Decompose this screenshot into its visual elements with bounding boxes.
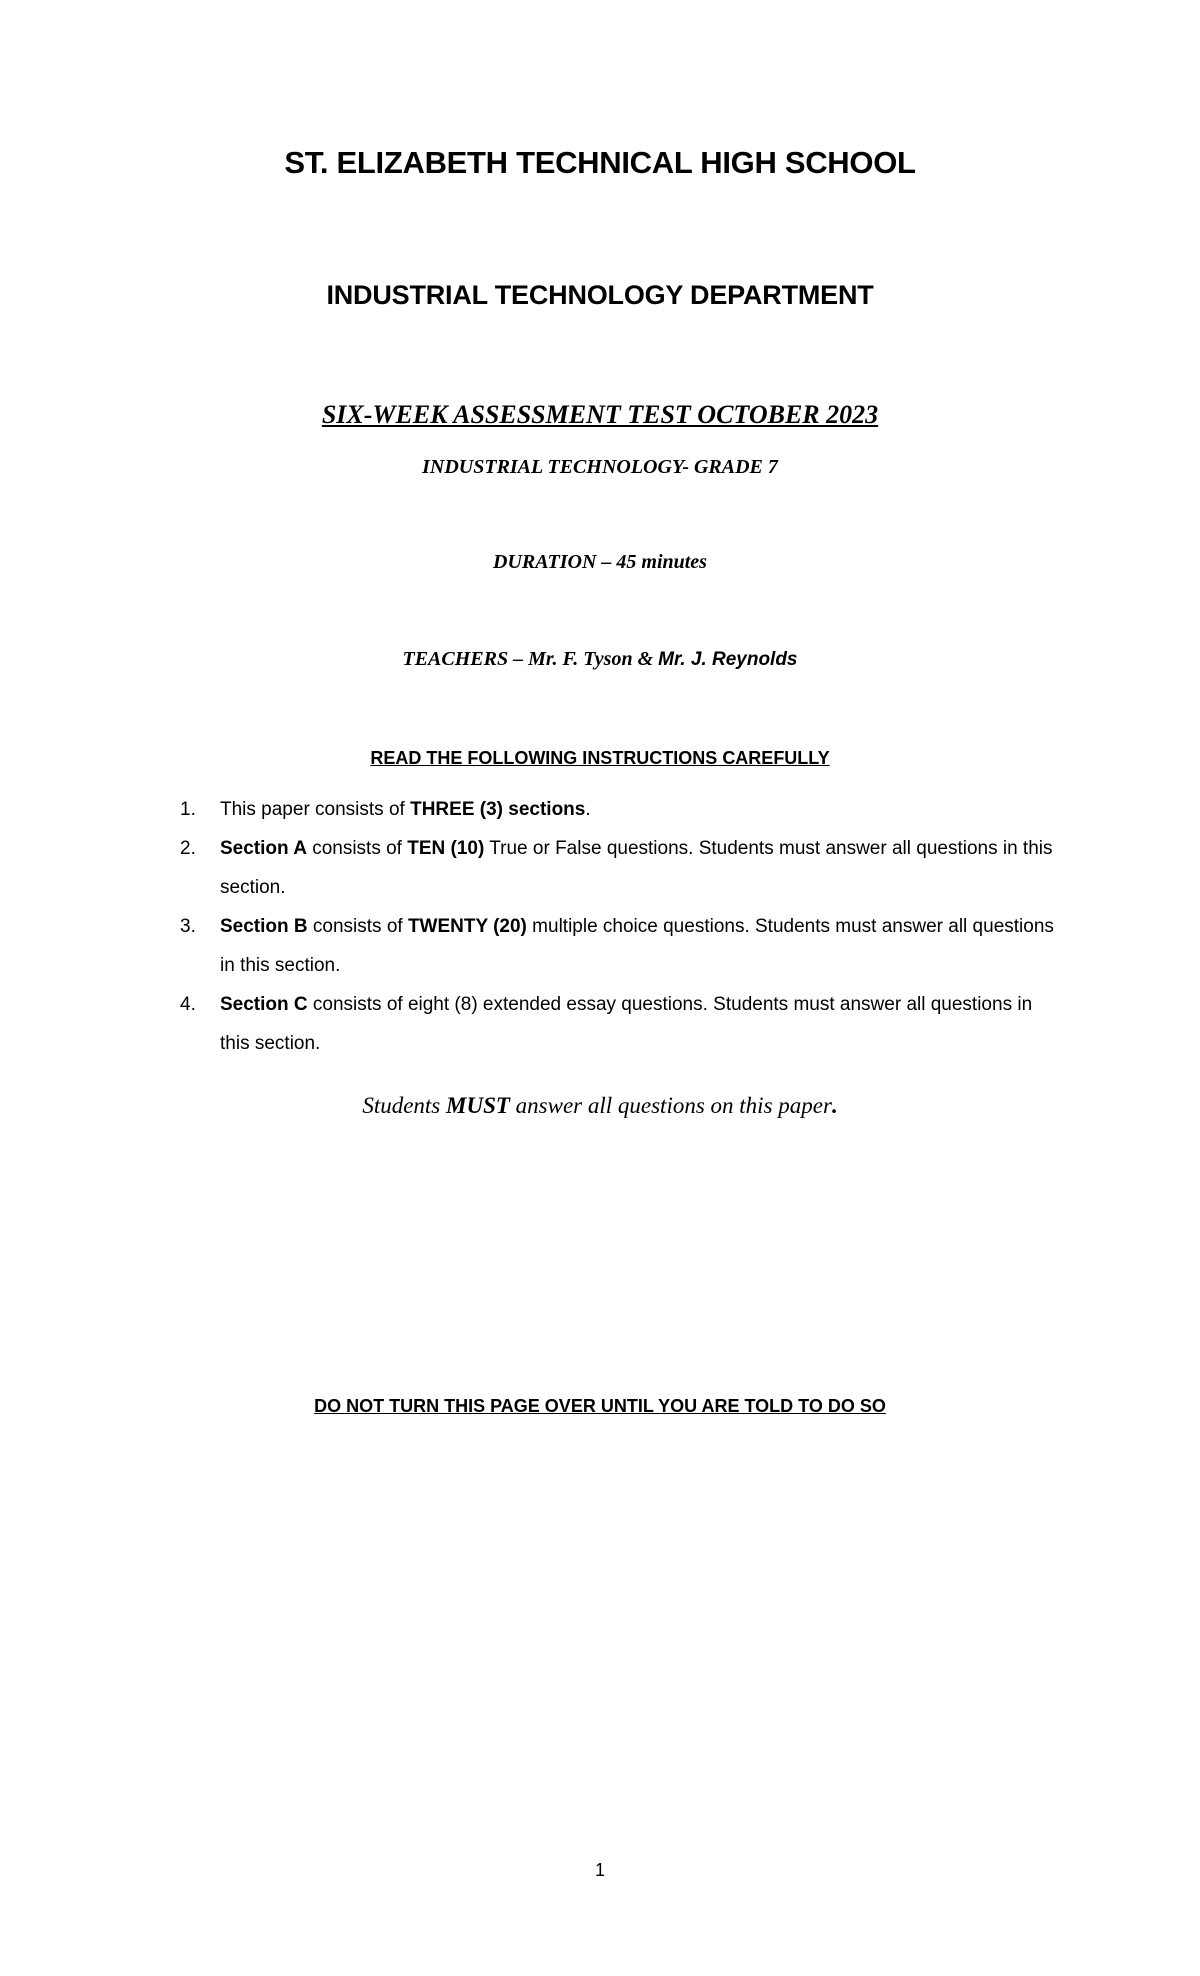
duration-line: DURATION – 45 minutes	[493, 551, 707, 573]
page-number: 1	[594, 1860, 605, 1880]
instructions-list	[180, 790, 1060, 1063]
subject-grade: INDUSTRIAL TECHNOLOGY- GRADE 7	[422, 456, 778, 478]
instruction-item	[180, 790, 1060, 829]
instructions-heading: READ THE FOLLOWING INSTRUCTIONS CAREFULLY	[370, 748, 830, 768]
instruction-bold-text: THREE (3) sections	[410, 799, 586, 820]
instruction-number: 1.	[180, 799, 196, 820]
instruction-bold-text: Section B	[220, 916, 308, 937]
instruction-number: 2.	[180, 838, 196, 859]
department-title: INDUSTRIAL TECHNOLOGY DEPARTMENT	[326, 280, 874, 310]
instruction-bold-text: TWENTY (20)	[407, 916, 527, 937]
note-text: Students	[362, 1093, 447, 1118]
note-emphasis: MUST	[446, 1093, 510, 1118]
teachers-line	[0, 648, 1200, 671]
teachers-suffix: Mr. J. Reynolds	[658, 649, 798, 670]
instruction-bold-text: Section C	[220, 994, 308, 1015]
instruction-text: consists of	[307, 916, 408, 937]
instruction-text: This paper consists of	[220, 799, 411, 820]
instruction-item	[180, 985, 1060, 1063]
instruction-bold-text: TEN (10)	[407, 838, 485, 859]
instruction-number: 3.	[180, 916, 196, 937]
instruction-text: consists of	[306, 838, 408, 859]
instruction-text: consists of eight (8) extended essay questions. Students must answer all questions in this section.	[220, 994, 1033, 1054]
instruction-text: multiple choice questions. Students must answer all questions in this section.	[220, 916, 1054, 976]
note-period: .	[831, 1093, 838, 1118]
answer-all-note	[0, 1093, 1200, 1119]
instruction-text: .	[585, 799, 591, 820]
test-title: SIX-WEEK ASSESSMENT TEST OCTOBER 2023	[321, 400, 879, 429]
instruction-item	[180, 829, 1060, 907]
note-text: answer all questions on this paper	[509, 1093, 832, 1118]
school-name: ST. ELIZABETH TECHNICAL HIGH SCHOOL	[284, 145, 916, 180]
do-not-turn-warning: DO NOT TURN THIS PAGE OVER UNTIL YOU ARE TOLD TO DO SO	[314, 1396, 886, 1416]
teachers-prefix: TEACHERS – Mr. F. Tyson &	[402, 648, 659, 670]
instruction-number: 4.	[180, 994, 196, 1015]
instruction-bold-text: Section A	[220, 838, 307, 859]
instruction-text: True or False questions. Students must answer all questions in this section.	[220, 838, 1053, 898]
instruction-item	[180, 907, 1060, 985]
